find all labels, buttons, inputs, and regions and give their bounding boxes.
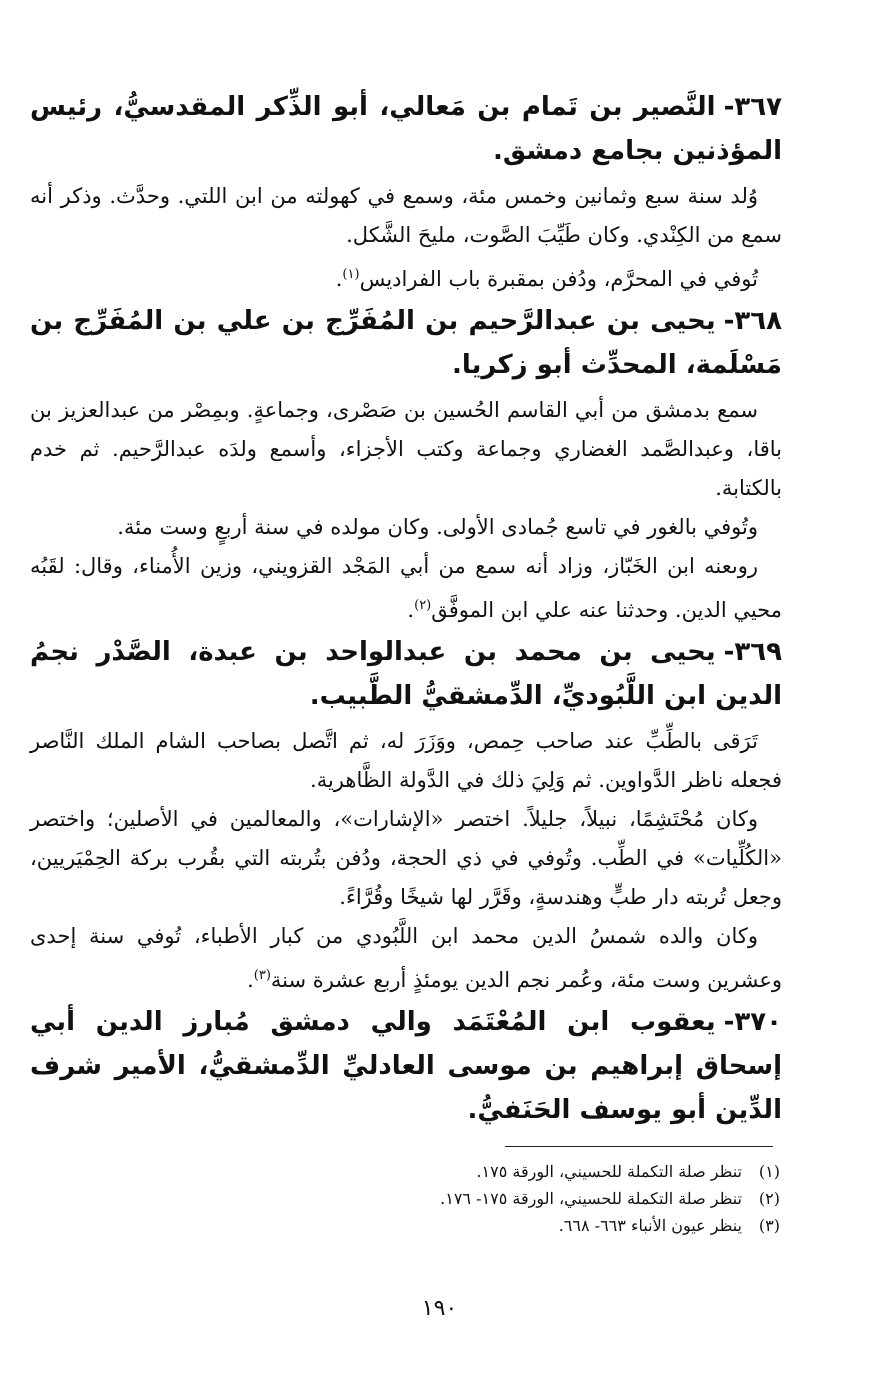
paragraph-text: تُوفي في المحرَّم، ودُفن بمقبرة باب الفراديس (359, 267, 758, 291)
paragraph-text: تَرَقى بالطِّبِّ عند صاحب حِمص، ووَزَرَ له، ثم اتَّصل بصاحب الشام الملك النَّاصر فجعله ناظر الدَّواوين. ثم وَلِيَ ذلك في الدَّولة الظَّاهرية. (30, 729, 782, 792)
footnote-divider (505, 1146, 773, 1147)
footnote-text: تنظر صلة التكملة للحسيني، الورقة ١٧٥. (476, 1162, 742, 1181)
footnote-mark: (٢) (758, 1189, 780, 1208)
footnote (330, 1212, 780, 1239)
paragraph-text: وكان مُحْتَشِمًا، نبيلاً، جليلاً. اختصر «الإشارات»، والمعالمين في الأصلين؛ واختصر «الكُلِّيات» في الطِّب. وتُوفي في ذي الحجة، ودُفن بتُربته التي بقُرب بركة الحِمْيَريين، وجعل تُربته دار طبٍّ وهندسةٍ، وقَرَّر لها شيخًا وقُرَّاءً. (30, 807, 782, 909)
footnote (330, 1185, 780, 1212)
entry-number: ٣٦٨- (723, 306, 782, 336)
paragraph-text: روىعنه ابن الخَبّاز، وزاد أنه سمع من أبي المَجْد القزويني، وزين الأُمناء، وقال: لقَبُه محيي الدين. وحدثنا عنه علي ابن الموفَّق (30, 554, 782, 622)
entry-title: يحيى بن محمد بن عبدالواحد بن عبدة، الصَّدْر نجمُ الدين ابن اللَّبُوديِّ، الدِّمشقيُّ الطَّبيب. (30, 637, 782, 711)
entry-paragraph: روىعنه ابن الخَبّاز، وزاد أنه سمع من أبي المَجْد القزويني، وزين الأُمناء، وقال: لقَبُه محيي الدين. وحدثنا عنه علي ابن الموفَّق$^{(٢)}$. (30, 554, 782, 622)
entry-paragraph (30, 177, 782, 255)
entry-number: ٣٦٩- (723, 637, 782, 667)
entry-paragraph (30, 722, 782, 800)
entry-paragraph: تُوفي في المحرَّم، ودُفن بمقبرة باب الفراديس$^{(١)}$. (335, 267, 758, 291)
entry-heading (30, 630, 782, 718)
footnote-text: تنظر صلة التكملة للحسيني، الورقة ١٧٥- ١٧٦. (440, 1189, 742, 1208)
entry-title: يحيى بن عبدالرَّحيم بن المُفَرِّج بن علي بن المُفَرِّج بن مَسْلَمة، المحدِّث أبو زكريا. (30, 306, 782, 380)
entry-heading (30, 85, 782, 173)
entry-paragraph (30, 800, 782, 917)
entry-heading (30, 299, 782, 387)
footnote-reference[interactable]: (١) (342, 267, 360, 282)
paragraph-text: سمع بدمشق من أبي القاسم الحُسين بن صَصْرى، وجماعةٍ. وبمِصْر من عبدالعزيز بن باقا، وعبدالصَّمد الغضاري وجماعة وكتب الأجزاء، وأسمع ولدَه عبدالرَّحيم. ثم خدم بالكتابة. (30, 398, 782, 500)
entry-title: النَّصير بن تَمام بن مَعالي، أبو الذِّكر المقدسيُّ، رئيس المؤذنين بجامع دمشق. (30, 92, 782, 166)
paragraph-text: وتُوفي بالغور في تاسع جُمادى الأولى. وكان مولده في سنة أربعٍ وست مئة. (117, 515, 758, 539)
footnotes (330, 1158, 780, 1239)
entry-heading (30, 1000, 782, 1132)
footnote-mark: (٣) (758, 1216, 780, 1235)
entry-number: ٣٦٧- (723, 92, 782, 122)
paragraph-text: وكان والده شمسُ الدين محمد ابن اللَّبُودي من كبار الأطباء، تُوفي سنة إحدى وعشرين وست مئة، وعُمر نجم الدين يومئذٍ أربع عشرة سنة (30, 924, 782, 992)
footnote-mark: (١) (758, 1162, 780, 1181)
entry-number: ٣٧٠- (723, 1007, 782, 1037)
entry-paragraph (30, 508, 782, 547)
entry-paragraph (30, 391, 782, 508)
footnote-reference[interactable]: (٣) (253, 968, 271, 983)
page-body (30, 85, 782, 1136)
entry-paragraph: وكان والده شمسُ الدين محمد ابن اللَّبُودي من كبار الأطباء، تُوفي سنة إحدى وعشرين وست مئة، وعُمر نجم الدين يومئذٍ أربع عشرة سنة$^{(٣)}$. (30, 924, 782, 992)
footnote (330, 1158, 780, 1185)
entry-title: يعقوب ابن المُعْتَمَد والي دمشق مُبارز الدين أبي إسحاق إبراهيم بن موسى العادليِّ الدِّمشقيُّ، الأمير شرف الدِّين أبو يوسف الحَنَفيُّ. (30, 1007, 782, 1125)
footnote-reference[interactable]: (٢) (414, 598, 432, 613)
paragraph-text: وُلد سنة سبع وثمانين وخمس مئة، وسمع في كهولته من ابن اللتي. وحدَّث. وذكر أنه سمع من الكِنْدي. وكان طَيِّبَ الصَّوت، مليحَ الشَّكل. (30, 184, 782, 247)
footnote-text: ينظر عيون الأنباء ٦٦٣- ٦٦٨. (558, 1216, 742, 1235)
page-number: ١٩٠ (421, 1296, 458, 1321)
